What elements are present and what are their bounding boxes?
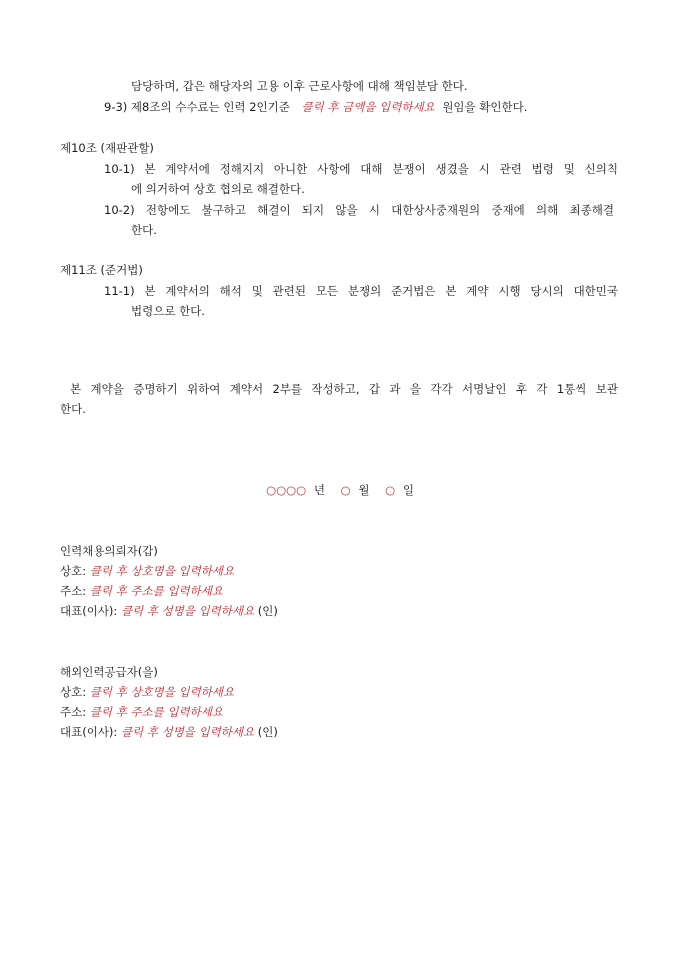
- party-a-company-field[interactable]: 클릭 후 상호명을 입력하세요: [89, 564, 235, 578]
- year-field[interactable]: ○○○○: [266, 483, 307, 497]
- day-field[interactable]: ○: [385, 483, 396, 497]
- party-a-address-field[interactable]: 클릭 후 주소를 입력하세요: [89, 584, 223, 598]
- party-b-address-row: [60, 704, 223, 720]
- year-label: 년: [313, 483, 325, 497]
- closing-line1: 본 계약을 증명하기 위하여 계약서 2부를 작성하고, 갑 과 을 각각 서명날인 후 각 1통씩 보관: [70, 382, 618, 396]
- article9-item3: [104, 99, 527, 115]
- article11-item1-line2: 법령으로 한다.: [131, 304, 205, 318]
- party-b-address-label: 주소:: [60, 705, 87, 719]
- article11-item1-line1: 11-1) 본 계약서의 해석 및 관련된 모든 분쟁의 준거법은 본 계약 시행 당시의 대한민국: [104, 284, 618, 298]
- party-a-title: 인력채용의뢰자(갑): [60, 544, 158, 558]
- party-a-company-row: [60, 563, 234, 579]
- party-a-company-label: 상호:: [60, 564, 87, 578]
- article10-item2-line2: 한다.: [131, 223, 157, 237]
- party-b-seal: (인): [257, 725, 278, 739]
- closing-line2: 한다.: [60, 402, 86, 416]
- party-b-rep-row: [60, 724, 278, 740]
- party-a-rep-field[interactable]: 클릭 후 성명을 입력하세요: [120, 604, 255, 618]
- article9-continuation: 담당하며, 갑은 해당자의 고용 이후 근로사항에 대해 책임분담 한다.: [131, 79, 468, 93]
- article10-item2-line1: 10-2) 전항에도 불구하고 해결이 되지 않을 시 대한상사중재원의 중재에 의해 최종해결: [104, 203, 614, 217]
- fee-amount-field[interactable]: 클릭 후 금액을 입력하세요: [301, 100, 435, 114]
- article10-item1-line1: 10-1) 본 계약서에 정해지지 아니한 사항에 대해 분쟁이 생겼을 시 관련 법령 및 신의칙: [104, 162, 618, 176]
- party-a-address-row: [60, 583, 223, 599]
- article9-item3-suffix: 원임을 확인한다.: [442, 100, 528, 114]
- party-b-company-field[interactable]: 클릭 후 상호명을 입력하세요: [89, 685, 235, 699]
- party-b-company-label: 상호:: [60, 685, 87, 699]
- party-a-rep-row: [60, 603, 278, 619]
- month-label: 월: [358, 483, 370, 497]
- party-b-title: 해외인력공급자(을): [60, 665, 158, 679]
- article10-item1-line2: 에 의거하여 상호 협의로 해결한다.: [131, 182, 305, 196]
- party-a-rep-label: 대표(이사):: [60, 604, 118, 618]
- party-b-address-field[interactable]: 클릭 후 주소를 입력하세요: [89, 705, 223, 719]
- article11-heading: 제11조 (준거법): [60, 263, 143, 277]
- party-b-rep-label: 대표(이사):: [60, 725, 118, 739]
- article9-item3-prefix: 9-3) 제8조의 수수료는 인력 2인기준: [104, 100, 290, 114]
- party-a-address-label: 주소:: [60, 584, 87, 598]
- month-field[interactable]: ○: [340, 483, 351, 497]
- party-b-rep-field[interactable]: 클릭 후 성명을 입력하세요: [120, 725, 255, 739]
- party-b-company-row: [60, 684, 234, 700]
- party-a-seal: (인): [257, 604, 278, 618]
- day-label: 일: [402, 483, 414, 497]
- contract-date: [0, 482, 680, 498]
- article10-heading: 제10조 (재판관할): [60, 141, 154, 155]
